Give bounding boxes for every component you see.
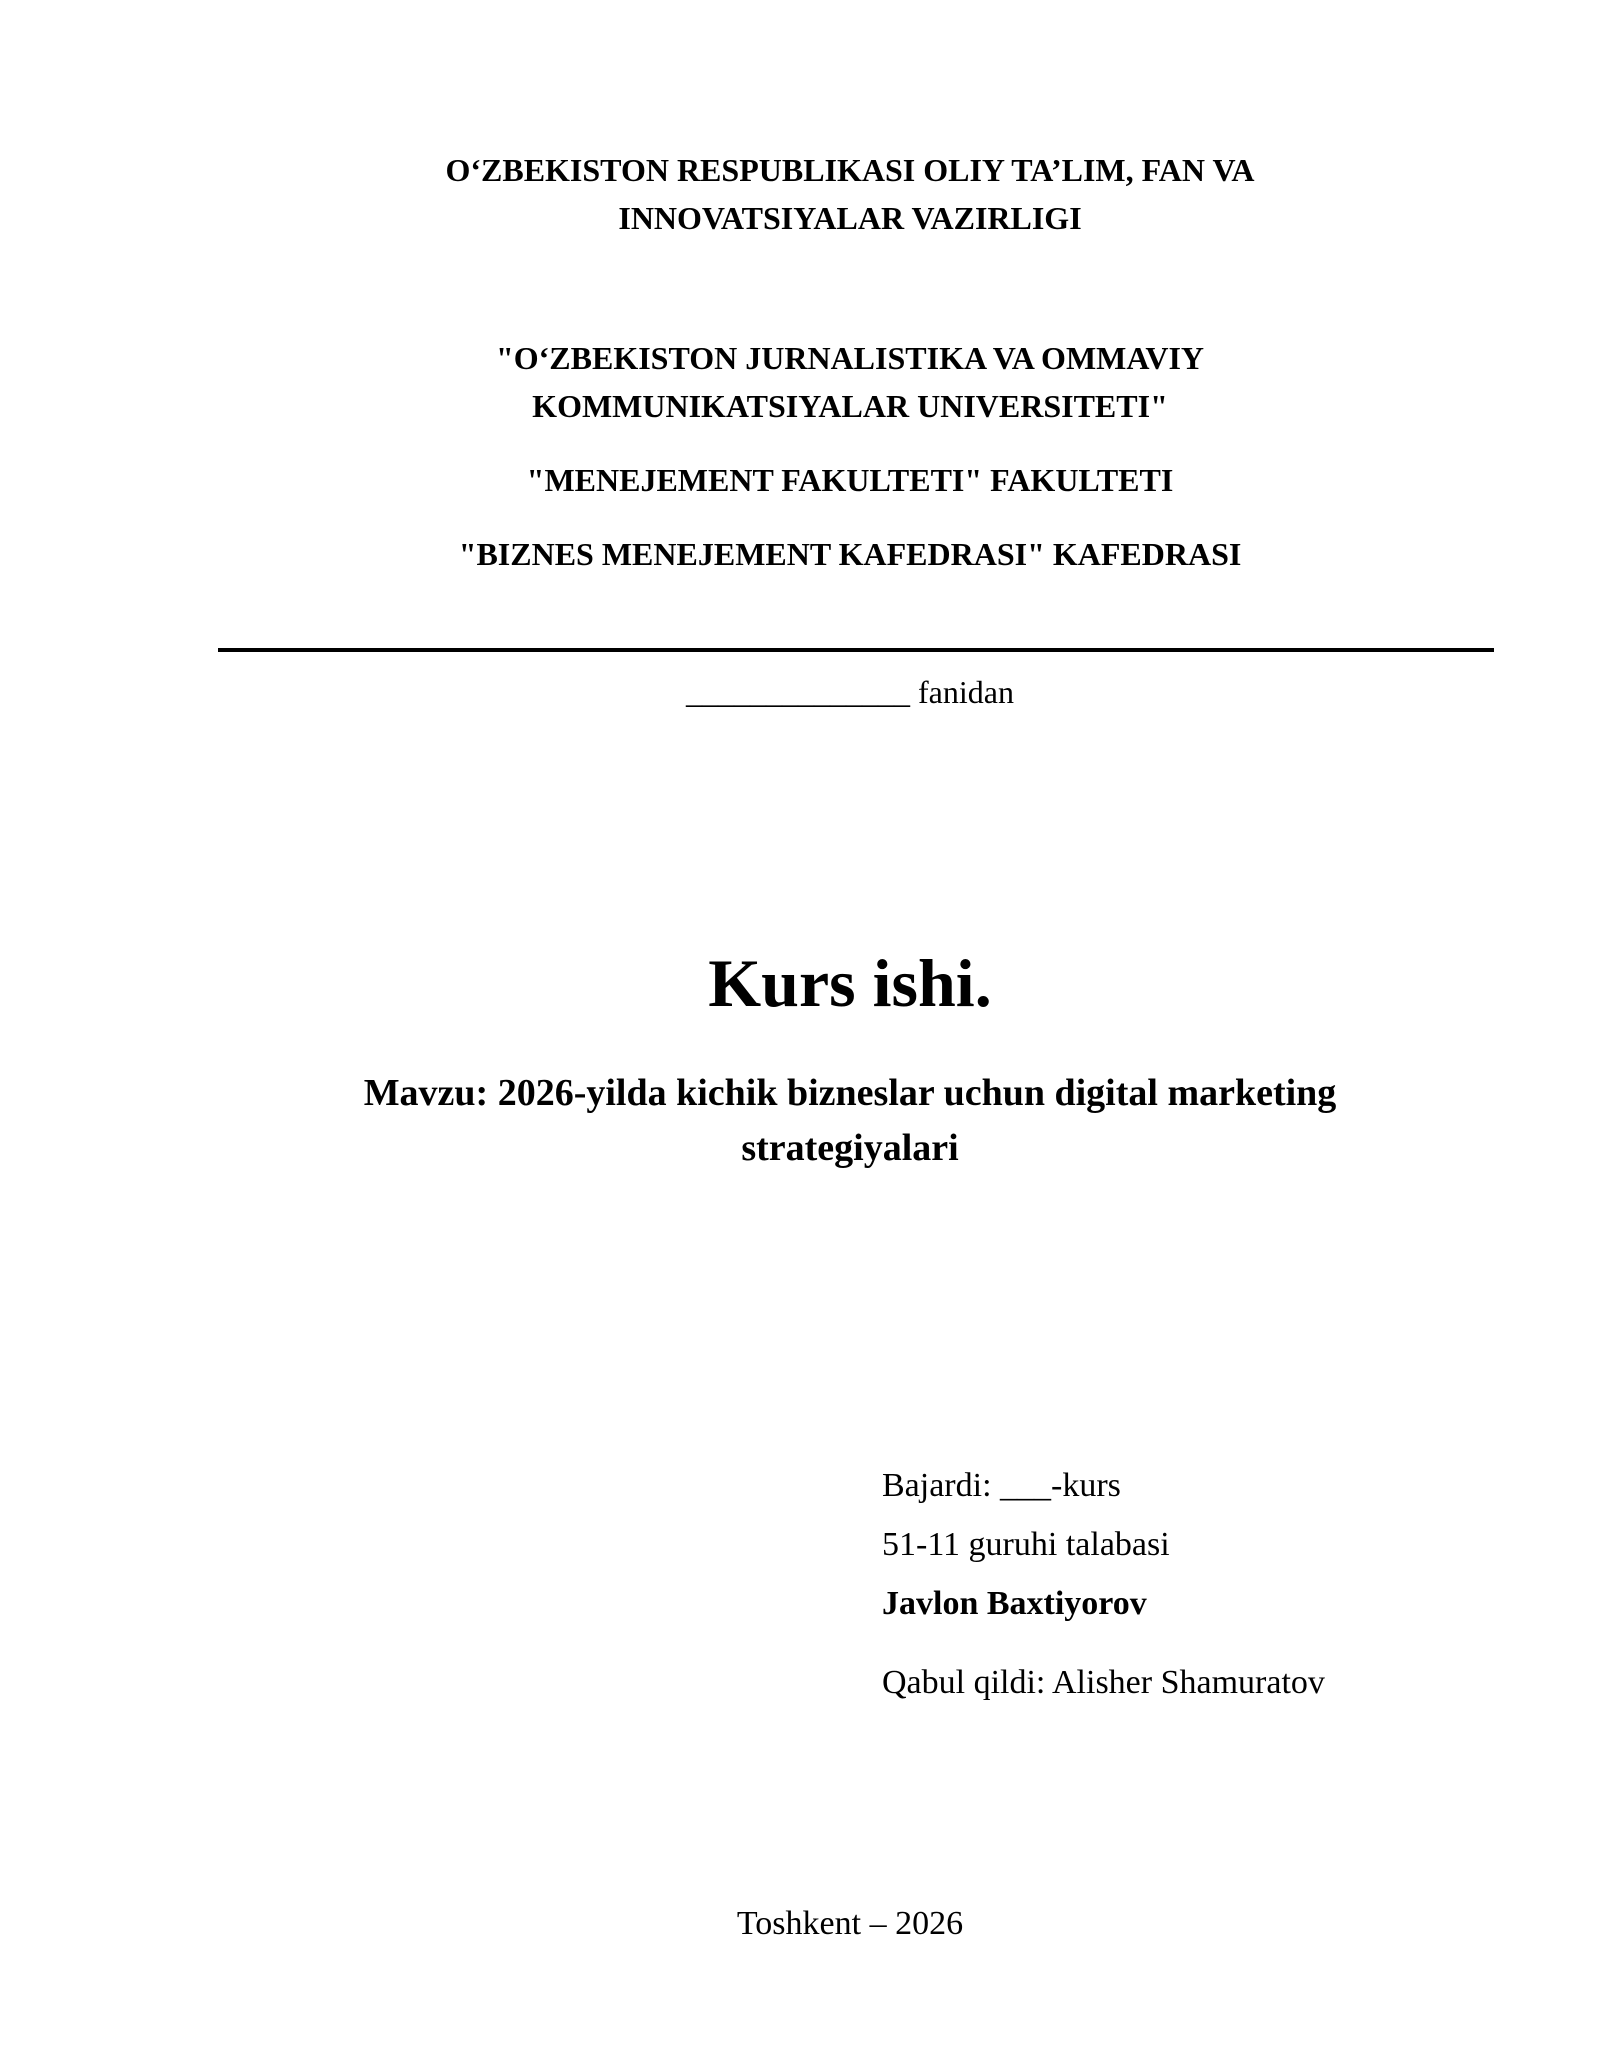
department-heading: "BIZNES MENEJEMENT KAFEDRASI" KAFEDRASI [458,536,1242,572]
ministry-line-2: INNOVATSIYALAR VAZIRLIGI [618,200,1082,236]
student-name: Javlon Baxtiyorov [882,1585,1147,1622]
group-line: 51-11 guruhi talabasi [882,1526,1170,1563]
faculty-heading: "MENEJEMENT FAKULTETI" FAKULTETI [526,462,1174,498]
performed-by-line: Bajardi: ___-kurs [882,1467,1121,1504]
place-year-footer: Toshkent – 2026 [736,1905,964,1942]
university-line-2: KOMMUNIKATSIYALAR UNIVERSITETI" [532,388,1168,424]
ministry-heading [200,146,1500,242]
topic-line-1: Mavzu: 2026-yilda kichik bizneslar uchun digital marketing [363,1072,1337,1114]
topic-line-2: strategiyalari [741,1127,959,1169]
horizontal-divider [218,648,1494,652]
document-title: Kurs ishi. [708,945,992,1021]
university-heading [200,334,1500,430]
topic-heading [200,1066,1500,1176]
accepted-by-line: Qabul qildi: Alisher Shamuratov [882,1664,1325,1701]
university-line-1: "O‘ZBEKISTON JURNALISTIKA VA OMMAVIY [495,340,1204,376]
subject-line: ______________ fanidan [686,674,1014,710]
ministry-line-1: O‘ZBEKISTON RESPUBLIKASI OLIY TA’LIM, FAN VA [445,152,1255,188]
